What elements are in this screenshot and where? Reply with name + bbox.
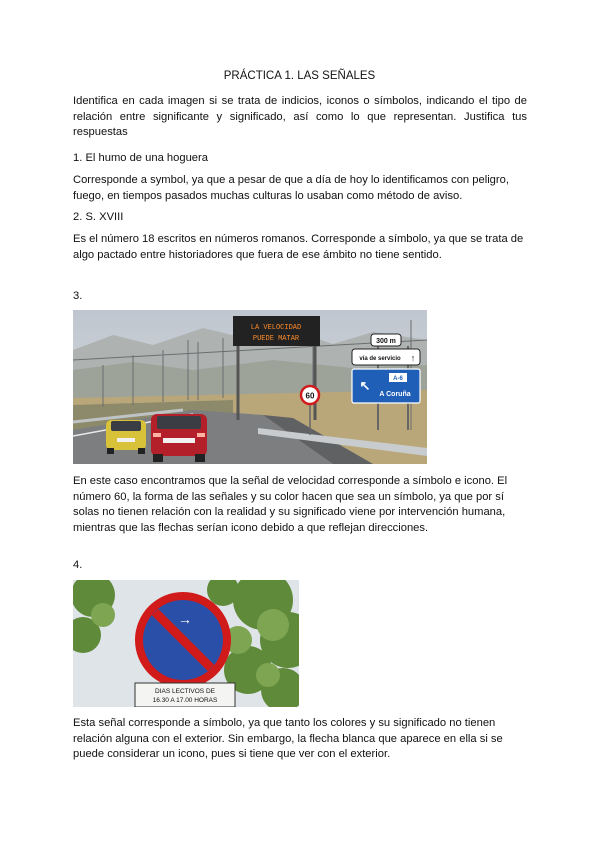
plate-line-1: DIAS LECTIVOS DE xyxy=(155,688,215,695)
road-code: A-6 xyxy=(393,376,403,382)
item-3-heading: 3. xyxy=(73,290,83,302)
item-4-heading: 4. xyxy=(73,559,83,571)
item-3-answer: En este caso encontramos que la señal de velocidad corresponde a símbolo e icono. El número 60, la forma de las señales y su color hacen que sea un símbolo, ya que por sí solas no tienen relación con la realidad y su significado viene por intervención humana, mientras que las flechas serían icono debido a que reflejan direcciones. xyxy=(73,475,508,534)
speed-limit-value: 60 xyxy=(305,391,315,401)
item-2-heading: 2. S. XVIII xyxy=(73,211,124,223)
item-4-answer: Esta señal corresponde a símbolo, ya que tanto los colores y su significado no tienen relación alguna con el exterior. Sin embargo, la flecha blanca que aparece en ella si se puede considerar un icono, pues si tiene que ver con el exterior. xyxy=(73,717,503,760)
plate-line-2: 16.30 A 17.00 HORAS xyxy=(152,697,218,704)
service-road-label: vía de servicio xyxy=(359,356,401,362)
item-2-answer: Es el número 18 escritos en números romanos. Corresponde a símbolo, ya que se trata de algo pactado entre historiadores que fuera de ese ámbito no tiene sentido. xyxy=(73,233,524,261)
destination-label: A Coruña xyxy=(379,391,411,398)
red-car xyxy=(151,414,207,462)
vms-line-1: LA VELOCIDAD xyxy=(250,324,302,332)
arrow-up-icon: ↑ xyxy=(410,353,416,363)
yellow-car xyxy=(106,420,146,454)
arrow-upleft-icon: ↖ xyxy=(359,378,371,393)
page-title: PRÁCTICA 1. LAS SEÑALES xyxy=(223,70,376,82)
item-1-answer: Corresponde a symbol, ya que a pesar de que a día de hoy lo identificamos con peligro, fuego, en tiempos pasados muchas culturas lo usaban como método de aviso. xyxy=(73,174,509,202)
vms-line-2: PUEDE MATAR xyxy=(252,335,300,343)
distance-label: 300 m xyxy=(376,338,396,345)
instructions: Identifica en cada imagen si se trata de indicios, iconos o símbolos, indicando el tipo de relación entre significante y significado, así como lo que representan. Justifica tus respuestas xyxy=(73,95,527,138)
parking-sign-photo xyxy=(73,580,299,707)
highway-photo xyxy=(73,310,427,464)
item-1-heading: 1. El humo de una hoguera xyxy=(73,152,208,164)
arrow-right-icon: → xyxy=(178,611,192,627)
